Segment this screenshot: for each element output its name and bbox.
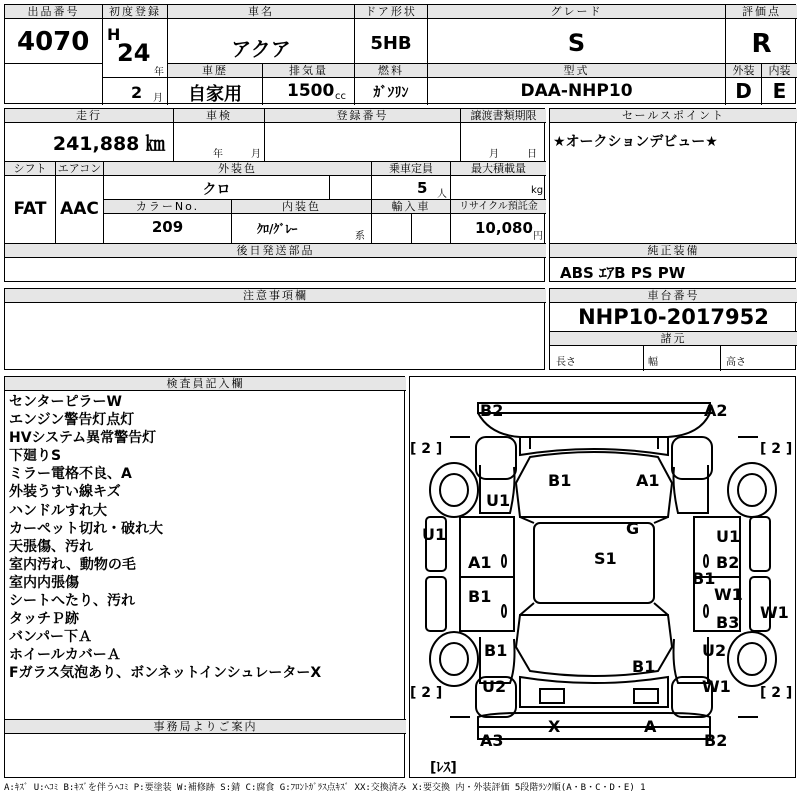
damage-mark: U2 [482, 677, 507, 696]
damage-mark: B1 [484, 641, 508, 660]
office-label: 事務局よりご案内 [5, 720, 406, 734]
equip-label: 純正装備 [550, 244, 797, 258]
inspector-line: 室内内張傷 [9, 574, 79, 591]
chassis-box [549, 288, 796, 370]
year-unit: 年 [154, 67, 164, 78]
damage-mark: B1 [548, 471, 572, 490]
lot-number: 4070 [17, 27, 90, 57]
inspector-line: ミラー電格不良、A [9, 466, 132, 483]
equip-value: ABS ｴｱB PS PW [560, 264, 686, 282]
damage-mark: U1 [486, 491, 511, 510]
era: H [107, 25, 121, 44]
score-label: 評価点 [726, 5, 797, 19]
reg-year: 24 [117, 39, 151, 67]
chassis-number: NHP10-2017952 [578, 305, 769, 329]
mileage-label: 走行 [5, 109, 173, 123]
shift-value: FAT [13, 199, 47, 219]
import-label: 輸入車 [372, 200, 450, 214]
score-value: R [751, 29, 772, 59]
sales-box [549, 108, 796, 282]
disp-value: 1500 [287, 81, 335, 101]
inspect-year: 年 [213, 149, 223, 160]
inspect-month: 月 [251, 149, 261, 160]
damage-mark: B1 [692, 569, 716, 588]
notes-label: 注意事項欄 [5, 289, 546, 303]
int-score: E [772, 79, 787, 103]
damage-mark: A1 [636, 471, 660, 490]
sales-label: セールスポイント [550, 109, 797, 123]
damage-diagram [409, 376, 796, 778]
transfer-label: 譲渡書類期限 [461, 109, 546, 123]
specs-label: 諸元 [550, 332, 797, 346]
damage-mark: [ 2 ] [410, 441, 443, 457]
damage-mark: W1 [702, 677, 731, 696]
grade-value: S [567, 29, 586, 57]
inspector-line: 室内汚れ、動物の毛 [9, 556, 136, 573]
disp-label: 排気量 [263, 64, 354, 78]
color-label: 外装色 [104, 162, 371, 176]
load-label: 最大積載量 [451, 162, 546, 176]
inspector-line: Fガラス気泡あり、ボンネットインシュレーターX [9, 665, 322, 682]
damage-mark: [ 2 ] [760, 441, 793, 457]
damage-mark: B1 [468, 587, 492, 606]
damage-mark: [ﾚｽ] [430, 760, 457, 776]
inspector-line: ハンドルすれ大 [9, 502, 107, 519]
intcolor-label: 内装色 [232, 200, 371, 214]
damage-mark: B2 [480, 401, 504, 420]
cap-label: 乗車定員 [372, 162, 450, 176]
inspector-line: ホイールカバーＡ [9, 647, 121, 664]
inspector-line: HVシステム異常警告灯 [9, 430, 157, 447]
damage-mark: U2 [702, 641, 727, 660]
sales-point: ★オークションデビュー★ [553, 134, 718, 150]
recycle-value: 10,080 [475, 219, 533, 237]
damage-mark: B1 [632, 657, 656, 676]
int-label: 内装 [762, 64, 797, 78]
damage-mark: W1 [714, 585, 743, 604]
inspector-line: 外装うすい線キズ [9, 484, 121, 501]
ac-value: AAC [60, 199, 99, 219]
month-unit: 月 [153, 93, 163, 104]
damage-mark: W1 [760, 603, 789, 622]
ext-score: D [735, 79, 752, 103]
lot-label: 出品番号 [5, 5, 102, 19]
car-name: アクア [231, 37, 291, 61]
width-label: 幅 [648, 357, 658, 368]
damage-mark: B3 [716, 613, 740, 632]
shift-label: シフト [5, 162, 55, 176]
damage-mark: B2 [716, 553, 740, 572]
inspector-line: バンパー下Ａ [9, 629, 93, 646]
cap-unit: 人 [437, 189, 447, 200]
reg-no-label: 登録番号 [265, 109, 460, 123]
colorno-label: カラーNo. [104, 200, 231, 214]
disp-unit: cc [335, 91, 346, 102]
inspector-line: 天張傷、汚れ [9, 538, 93, 555]
inspector-notes [9, 393, 321, 683]
colorno-value: 209 [151, 218, 184, 236]
fuel-label: 燃料 [355, 64, 427, 78]
cap-value: 5 [417, 179, 428, 197]
inspector-line: センターピラーW [9, 394, 122, 410]
recycle-label: リサイクル預託金 [451, 200, 546, 214]
damage-mark: A3 [480, 731, 504, 750]
inspector-line: エンジン警告灯点灯 [9, 412, 135, 429]
grade-label: グレード [428, 5, 725, 19]
damage-mark: U1 [716, 527, 741, 546]
details-sheet [4, 108, 545, 282]
notes-box [4, 288, 545, 370]
ac-label: エアコン [57, 162, 102, 175]
car-outline [410, 377, 797, 779]
intcolor-value: ｸﾛ/ｸﾞﾚｰ [257, 222, 298, 236]
later-label: 後日発送部品 [5, 244, 546, 258]
ext-label: 外装 [726, 64, 761, 78]
damage-mark: A2 [704, 401, 728, 420]
damage-mark: B2 [704, 731, 728, 750]
name-label: 車名 [168, 5, 354, 19]
model-label: 型式 [428, 64, 725, 78]
transfer-month: 月 [489, 149, 499, 160]
inspector-line: タッチＰ跡 [9, 611, 79, 628]
inspector-label: 検査員記入欄 [5, 377, 406, 391]
model-value: DAA-NHP10 [520, 81, 633, 101]
damage-mark: S1 [594, 549, 617, 568]
damage-mark: G [626, 519, 640, 538]
inspector-box [4, 376, 405, 778]
history-value: 自家用 [188, 84, 242, 105]
inspector-line: 下廻りS [9, 448, 62, 465]
damage-mark: [ 2 ] [410, 685, 443, 701]
load-unit: kg [531, 185, 544, 196]
damage-mark: X [548, 717, 561, 736]
mileage-value: 241,888 ㎞ [52, 133, 165, 155]
color-value: クロ [202, 182, 231, 198]
door-label: ドア形状 [355, 5, 427, 19]
height-label: 高さ [726, 357, 746, 368]
intcolor-unit: 系 [355, 231, 365, 242]
length-label: 長さ [556, 357, 576, 368]
history-label: 車歴 [168, 64, 262, 78]
fuel-value: ｶﾞｿﾘﾝ [373, 85, 409, 101]
damage-mark: [ 2 ] [760, 685, 793, 701]
inspect-label: 車検 [174, 109, 264, 123]
transfer-day: 日 [527, 149, 537, 160]
inspector-line: カーペット切れ・破れ大 [9, 520, 163, 537]
legend-footer: A:ｷｽﾞ U:ﾍｺﾐ B:ｷｽﾞを伴うﾍｺﾐ P:要塗装 W:補修跡 S:錆 C:腐食 G:ﾌﾛﾝﾄｶﾞﾗｽ点ｷｽﾞ XX:交換済み X:要交換 内・外装評価 5段階ﾗﾝｸ順(A・B・C・D・E) 1 [4, 783, 646, 793]
damage-mark: A1 [468, 553, 492, 572]
chassis-label: 車台番号 [550, 289, 797, 303]
first-reg-label: 初度登録 [103, 5, 167, 19]
damage-mark: A [644, 717, 657, 736]
reg-month: 2 [131, 83, 143, 102]
damage-mark: U1 [422, 525, 447, 544]
top-sheet [4, 4, 796, 104]
recycle-unit: 円 [533, 231, 543, 242]
door-type: 5HB [370, 33, 412, 54]
inspector-line: シートへたり、汚れ [9, 593, 135, 610]
